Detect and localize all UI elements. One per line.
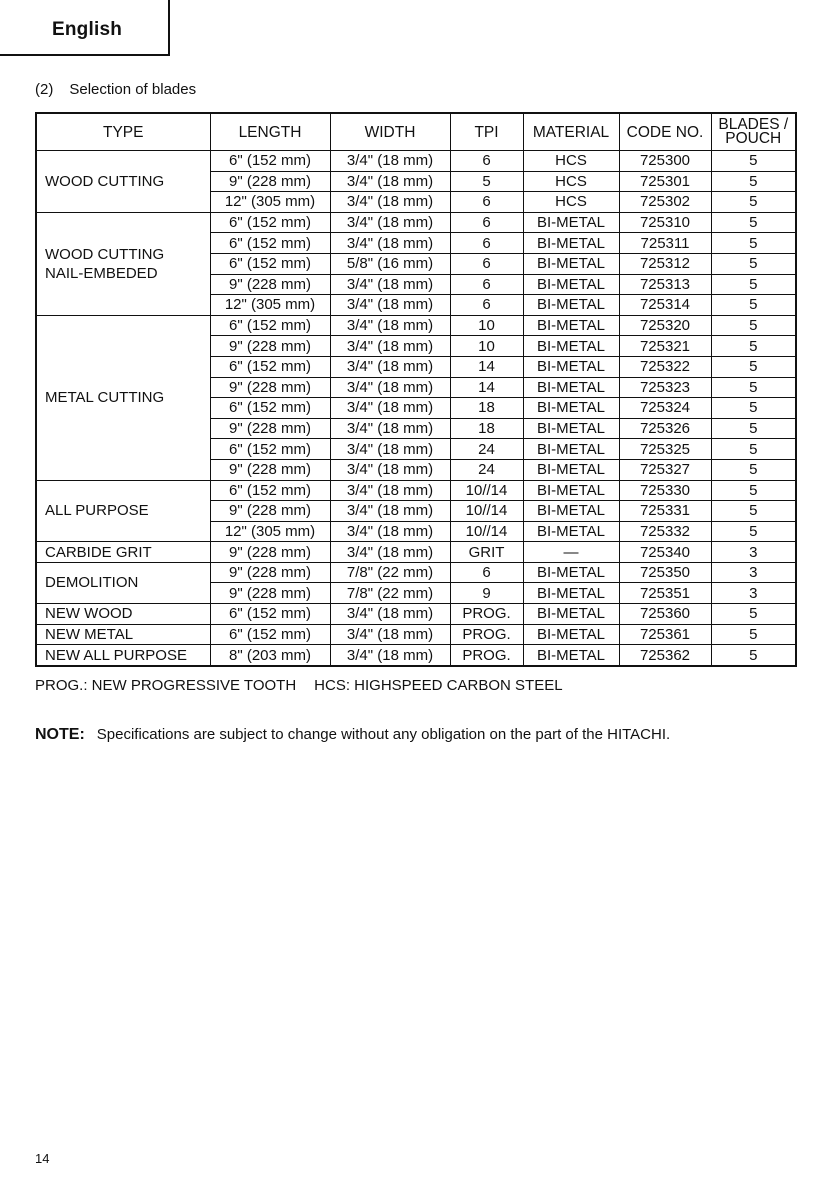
cell-code-no: 725324 (619, 398, 711, 419)
cell-blades-per-pouch: 5 (711, 274, 796, 295)
cell-width: 3/4" (18 mm) (330, 336, 450, 357)
cell-type (36, 212, 210, 315)
cell-tpi: 6 (450, 253, 523, 274)
cell-code-no: 725330 (619, 480, 711, 501)
cell-width: 3/4" (18 mm) (330, 151, 450, 172)
cell-code-no: 725322 (619, 356, 711, 377)
cell-tpi: 5 (450, 171, 523, 192)
cell-tpi: 10//14 (450, 521, 523, 542)
cell-length: 9" (228 mm) (210, 418, 330, 439)
cell-length: 9" (228 mm) (210, 583, 330, 604)
cell-length: 6" (152 mm) (210, 233, 330, 254)
cell-width: 3/4" (18 mm) (330, 645, 450, 666)
footnote-hcs: HCS: HIGHSPEED CARBON STEEL (314, 677, 563, 694)
cell-material: BI-METAL (523, 233, 619, 254)
type-label-line: CARBIDE GRIT (45, 543, 152, 561)
cell-tpi: 14 (450, 377, 523, 398)
cell-code-no: 725312 (619, 253, 711, 274)
type-label-line: NEW ALL PURPOSE (45, 646, 187, 664)
cell-length: 8" (203 mm) (210, 645, 330, 666)
section-number: (2) (35, 81, 54, 98)
note-paragraph (35, 726, 670, 744)
cell-width: 7/8" (22 mm) (330, 562, 450, 583)
cell-code-no: 725360 (619, 604, 711, 625)
type-label-line: WOOD CUTTING (45, 172, 165, 190)
cell-code-no: 725313 (619, 274, 711, 295)
table-row (36, 315, 796, 336)
table-row (36, 604, 796, 625)
table-row (36, 480, 796, 501)
note-text: Specifications are subject to change without any obligation on the part of the HITACHI. (96, 726, 671, 743)
cell-material: HCS (523, 192, 619, 213)
cell-material: BI-METAL (523, 501, 619, 522)
cell-type (36, 604, 210, 625)
cell-code-no: 725350 (619, 562, 711, 583)
cell-length: 6" (152 mm) (210, 253, 330, 274)
type-label-line: METAL CUTTING (45, 389, 165, 407)
cell-length: 6" (152 mm) (210, 480, 330, 501)
cell-material: BI-METAL (523, 377, 619, 398)
cell-material: BI-METAL (523, 562, 619, 583)
cell-material: BI-METAL (523, 274, 619, 295)
cell-type (36, 645, 210, 666)
cell-type (36, 562, 210, 603)
section-title: Selection of blades (69, 81, 197, 98)
cell-tpi: 6 (450, 274, 523, 295)
cell-blades-per-pouch: 5 (711, 315, 796, 336)
section-heading (35, 81, 196, 98)
cell-material: BI-METAL (523, 624, 619, 645)
type-label-line: DEMOLITION (45, 574, 139, 592)
cell-type (36, 542, 210, 563)
column-header-length: LENGTH (210, 113, 330, 151)
cell-length: 6" (152 mm) (210, 624, 330, 645)
language-label: English (52, 19, 123, 40)
cell-blades-per-pouch: 5 (711, 151, 796, 172)
cell-material: BI-METAL (523, 418, 619, 439)
cell-width: 3/4" (18 mm) (330, 315, 450, 336)
cell-material: HCS (523, 151, 619, 172)
cell-tpi: 6 (450, 151, 523, 172)
blades-header-line1: BLADES / (718, 116, 789, 133)
cell-material: BI-METAL (523, 253, 619, 274)
cell-code-no: 725327 (619, 459, 711, 480)
table-row (36, 645, 796, 666)
cell-width: 3/4" (18 mm) (330, 521, 450, 542)
cell-material: BI-METAL (523, 645, 619, 666)
cell-width: 3/4" (18 mm) (330, 624, 450, 645)
cell-length: 12" (305 mm) (210, 521, 330, 542)
cell-width: 3/4" (18 mm) (330, 274, 450, 295)
cell-blades-per-pouch: 5 (711, 398, 796, 419)
cell-tpi: 6 (450, 233, 523, 254)
cell-code-no: 725332 (619, 521, 711, 542)
cell-material: BI-METAL (523, 295, 619, 316)
cell-tpi: 18 (450, 418, 523, 439)
cell-tpi: 14 (450, 356, 523, 377)
cell-width: 3/4" (18 mm) (330, 604, 450, 625)
cell-material: BI-METAL (523, 315, 619, 336)
cell-width: 3/4" (18 mm) (330, 295, 450, 316)
cell-tpi: 10 (450, 336, 523, 357)
cell-tpi: 6 (450, 562, 523, 583)
cell-width: 3/4" (18 mm) (330, 356, 450, 377)
cell-length: 6" (152 mm) (210, 315, 330, 336)
note-label: NOTE: (35, 726, 85, 743)
cell-blades-per-pouch: 3 (711, 542, 796, 563)
cell-length: 9" (228 mm) (210, 336, 330, 357)
cell-tpi: PROG. (450, 604, 523, 625)
cell-code-no: 725351 (619, 583, 711, 604)
cell-code-no: 725326 (619, 418, 711, 439)
type-label-line: NAIL-EMBEDED (45, 264, 158, 282)
table-row (36, 624, 796, 645)
cell-width: 3/4" (18 mm) (330, 418, 450, 439)
cell-material: BI-METAL (523, 604, 619, 625)
table-row (36, 542, 796, 563)
cell-blades-per-pouch: 3 (711, 562, 796, 583)
page-number: 14 (35, 1151, 50, 1166)
column-header-material: MATERIAL (523, 113, 619, 151)
cell-material: BI-METAL (523, 583, 619, 604)
cell-length: 6" (152 mm) (210, 151, 330, 172)
cell-width: 3/4" (18 mm) (330, 377, 450, 398)
cell-blades-per-pouch: 5 (711, 480, 796, 501)
cell-type (36, 480, 210, 542)
table-row (36, 562, 796, 583)
cell-type (36, 151, 210, 213)
cell-length: 9" (228 mm) (210, 459, 330, 480)
cell-length: 9" (228 mm) (210, 171, 330, 192)
cell-blades-per-pouch: 5 (711, 356, 796, 377)
cell-material: BI-METAL (523, 521, 619, 542)
cell-blades-per-pouch: 5 (711, 171, 796, 192)
footnote-prog: PROG.: NEW PROGRESSIVE TOOTH (35, 677, 297, 694)
cell-width: 3/4" (18 mm) (330, 501, 450, 522)
cell-length: 12" (305 mm) (210, 192, 330, 213)
abbreviation-footnote (35, 677, 563, 694)
blade-selection-table (35, 112, 797, 667)
cell-length: 12" (305 mm) (210, 295, 330, 316)
cell-length: 6" (152 mm) (210, 212, 330, 233)
cell-width: 5/8" (16 mm) (330, 253, 450, 274)
cell-tpi: 9 (450, 583, 523, 604)
cell-material: HCS (523, 171, 619, 192)
type-label-line: NEW METAL (45, 625, 134, 643)
cell-code-no: 725311 (619, 233, 711, 254)
cell-material: BI-METAL (523, 459, 619, 480)
cell-code-no: 725323 (619, 377, 711, 398)
type-label-line: ALL PURPOSE (45, 502, 149, 520)
cell-blades-per-pouch: 5 (711, 295, 796, 316)
cell-width: 3/4" (18 mm) (330, 542, 450, 563)
cell-tpi: 6 (450, 212, 523, 233)
column-header-blades-per-pouch (711, 113, 796, 151)
cell-blades-per-pouch: 5 (711, 501, 796, 522)
cell-length: 6" (152 mm) (210, 398, 330, 419)
column-header-type: TYPE (36, 113, 210, 151)
cell-width: 3/4" (18 mm) (330, 398, 450, 419)
cell-length: 9" (228 mm) (210, 542, 330, 563)
cell-code-no: 725325 (619, 439, 711, 460)
cell-tpi: 18 (450, 398, 523, 419)
column-header-tpi: TPI (450, 113, 523, 151)
cell-material: BI-METAL (523, 336, 619, 357)
cell-tpi: 10//14 (450, 501, 523, 522)
cell-material: BI-METAL (523, 212, 619, 233)
cell-length: 6" (152 mm) (210, 604, 330, 625)
cell-length: 9" (228 mm) (210, 274, 330, 295)
cell-blades-per-pouch: 5 (711, 439, 796, 460)
cell-tpi: 6 (450, 295, 523, 316)
cell-width: 3/4" (18 mm) (330, 171, 450, 192)
table-row (36, 212, 796, 233)
cell-length: 9" (228 mm) (210, 562, 330, 583)
cell-blades-per-pouch: 5 (711, 253, 796, 274)
cell-blades-per-pouch: 5 (711, 604, 796, 625)
cell-blades-per-pouch: 5 (711, 459, 796, 480)
column-header-code: CODE NO. (619, 113, 711, 151)
cell-type (36, 624, 210, 645)
cell-blades-per-pouch: 5 (711, 233, 796, 254)
cell-type (36, 315, 210, 480)
cell-code-no: 725321 (619, 336, 711, 357)
cell-length: 6" (152 mm) (210, 356, 330, 377)
cell-length: 9" (228 mm) (210, 377, 330, 398)
cell-length: 6" (152 mm) (210, 439, 330, 460)
cell-material: — (523, 542, 619, 563)
cell-width: 7/8" (22 mm) (330, 583, 450, 604)
cell-material: BI-METAL (523, 398, 619, 419)
cell-width: 3/4" (18 mm) (330, 439, 450, 460)
cell-tpi: 24 (450, 459, 523, 480)
cell-tpi: 10//14 (450, 480, 523, 501)
cell-code-no: 725310 (619, 212, 711, 233)
cell-tpi: GRIT (450, 542, 523, 563)
cell-code-no: 725340 (619, 542, 711, 563)
cell-tpi: 10 (450, 315, 523, 336)
cell-tpi: 24 (450, 439, 523, 460)
cell-code-no: 725302 (619, 192, 711, 213)
cell-code-no: 725314 (619, 295, 711, 316)
cell-material: BI-METAL (523, 439, 619, 460)
cell-width: 3/4" (18 mm) (330, 233, 450, 254)
cell-tpi: PROG. (450, 645, 523, 666)
table-header-row (36, 113, 796, 151)
cell-code-no: 725362 (619, 645, 711, 666)
table-row (36, 151, 796, 172)
cell-blades-per-pouch: 5 (711, 521, 796, 542)
cell-tpi: 6 (450, 192, 523, 213)
cell-length: 9" (228 mm) (210, 501, 330, 522)
cell-blades-per-pouch: 5 (711, 336, 796, 357)
cell-width: 3/4" (18 mm) (330, 212, 450, 233)
cell-material: BI-METAL (523, 356, 619, 377)
cell-code-no: 725320 (619, 315, 711, 336)
cell-code-no: 725361 (619, 624, 711, 645)
cell-blades-per-pouch: 5 (711, 624, 796, 645)
cell-blades-per-pouch: 5 (711, 212, 796, 233)
cell-width: 3/4" (18 mm) (330, 459, 450, 480)
cell-width: 3/4" (18 mm) (330, 192, 450, 213)
column-header-width: WIDTH (330, 113, 450, 151)
cell-tpi: PROG. (450, 624, 523, 645)
cell-blades-per-pouch: 5 (711, 377, 796, 398)
table-body (36, 151, 796, 666)
cell-blades-per-pouch: 5 (711, 645, 796, 666)
type-label-line: WOOD CUTTING (45, 245, 165, 263)
blades-header-line2: POUCH (725, 130, 782, 147)
type-label-line: NEW WOOD (45, 605, 133, 623)
cell-code-no: 725300 (619, 151, 711, 172)
cell-code-no: 725331 (619, 501, 711, 522)
cell-blades-per-pouch: 5 (711, 192, 796, 213)
language-tab (0, 0, 170, 56)
cell-width: 3/4" (18 mm) (330, 480, 450, 501)
cell-code-no: 725301 (619, 171, 711, 192)
cell-material: BI-METAL (523, 480, 619, 501)
cell-blades-per-pouch: 5 (711, 418, 796, 439)
cell-blades-per-pouch: 3 (711, 583, 796, 604)
